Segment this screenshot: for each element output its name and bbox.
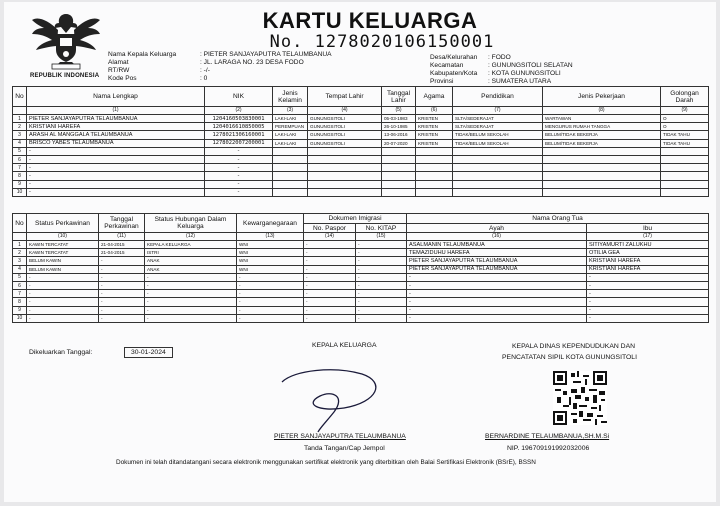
ayah-cell: -: [407, 314, 587, 322]
field-label: Provinsi: [430, 78, 454, 85]
pendidikan-cell: [453, 147, 543, 155]
row-no-cell: 8: [13, 298, 27, 306]
jenis-pekerjaan-cell: [543, 164, 661, 172]
col-tanggal-perkawinan: Tanggal Perkawinan: [99, 214, 145, 233]
field-row: [430, 54, 573, 62]
tanggal-perkawinan-cell: -: [99, 273, 145, 281]
status-perkawinan-cell: -: [27, 314, 99, 322]
field-value: : SUMATERA UTARA: [488, 78, 552, 85]
status-hubungan-cell: -: [145, 273, 237, 281]
jenis-pekerjaan-cell: BELUM/TIDAK BEKERJA: [543, 139, 661, 147]
status-perkawinan-cell: -: [27, 298, 99, 306]
row-no-cell: 3: [13, 131, 27, 139]
no-paspor-cell: -: [304, 298, 356, 306]
no-kitap-cell: -: [356, 306, 407, 314]
status-hubungan-cell: -: [145, 314, 237, 322]
tempat-lahir-cell: GUNUNGSITOLI: [308, 123, 382, 131]
status-hubungan-cell: -: [145, 281, 237, 289]
kewarganegaraan-cell: -: [237, 290, 304, 298]
no-paspor-cell: -: [304, 273, 356, 281]
col-number: (2): [205, 107, 273, 115]
kewarganegaraan-cell: WNI: [237, 241, 304, 249]
col-number-blank: [13, 233, 27, 241]
col-number: (17): [587, 233, 709, 241]
nama-lengkap-cell: -: [27, 172, 205, 180]
col-no-kitap: No. KITAP: [356, 224, 407, 233]
row-no-cell: 10: [13, 188, 27, 196]
table-row: [13, 265, 709, 273]
col-number: (12): [145, 233, 237, 241]
col-number: (3): [273, 107, 308, 115]
tanggal-perkawinan-cell: -: [99, 265, 145, 273]
row-no-cell: 1: [13, 241, 27, 249]
col-number: (4): [308, 107, 382, 115]
tanggal-lahir-cell: 05-03-1983: [382, 115, 416, 123]
col-number: (16): [407, 233, 587, 241]
status-perkawinan-cell: KAWIN TERCATAT: [27, 241, 99, 249]
nik-cell: -: [205, 180, 273, 188]
jenis-pekerjaan-cell: BELUM/TIDAK BEKERJA: [543, 131, 661, 139]
no-kitap-cell: -: [356, 265, 407, 273]
ayah-cell: PIETER SANJAYAPUTRA TELAUMBANUA: [407, 257, 587, 265]
nama-lengkap-cell: -: [27, 188, 205, 196]
kewarganegaraan-cell: WNI: [237, 257, 304, 265]
golongan-darah-cell: O: [661, 123, 709, 131]
family-status-table: [12, 213, 709, 323]
ibu-cell: OTILIA GEA: [587, 249, 709, 257]
col-nik: NIK: [205, 87, 273, 107]
tanggal-perkawinan-cell: -: [99, 298, 145, 306]
ayah-cell: -: [407, 273, 587, 281]
tanggal-perkawinan-cell: -: [99, 257, 145, 265]
field-row: [430, 62, 573, 70]
jenis-kelamin-cell: LAKI-LAKI: [273, 131, 308, 139]
tanggal-perkawinan-cell: 21-04-2015: [99, 249, 145, 257]
nama-lengkap-cell: -: [27, 155, 205, 163]
golongan-darah-cell: [661, 188, 709, 196]
nik-cell: -: [205, 147, 273, 155]
nama-lengkap-cell: -: [27, 147, 205, 155]
jenis-pekerjaan-cell: WARTAWAN: [543, 115, 661, 123]
row-no-cell: 4: [13, 265, 27, 273]
tanggal-lahir-cell: 20-07-2020: [382, 139, 416, 147]
tanggal-perkawinan-cell: 21-04-2015: [99, 241, 145, 249]
no-paspor-cell: -: [304, 281, 356, 289]
tempat-lahir-cell: [308, 147, 382, 155]
no-kitap-cell: -: [356, 249, 407, 257]
head-of-family-name: PIETER SANJAYAPUTRA TELAUMBANUA: [274, 433, 406, 440]
agama-cell: KRISTEN: [416, 139, 453, 147]
issued-date-value: 30-01-2024: [124, 347, 173, 358]
col-no: No: [13, 87, 27, 107]
household-info-left: [108, 51, 332, 83]
family-card-number: [222, 32, 542, 52]
nik-cell: -: [205, 155, 273, 163]
number-prefix: No.: [269, 32, 304, 52]
table-row: [13, 155, 709, 163]
table-row: [13, 290, 709, 298]
official-name: BERNARDINE TELAUMBANUA,SH.M.Si: [485, 433, 610, 440]
ayah-cell: -: [407, 290, 587, 298]
agama-cell: [416, 172, 453, 180]
pendidikan-cell: SLTA/SEDERAJAT: [453, 115, 543, 123]
col-number: (1): [27, 107, 205, 115]
row-no-cell: 10: [13, 314, 27, 322]
col-status-hubungan: Status Hubungan Dalam Keluarga: [145, 214, 237, 233]
no-kitap-cell: -: [356, 290, 407, 298]
pendidikan-cell: TIDAK/BELUM SEKOLAH: [453, 131, 543, 139]
col-ibu: Ibu: [587, 224, 709, 233]
jenis-kelamin-cell: [273, 147, 308, 155]
row-no-cell: 5: [13, 147, 27, 155]
golongan-darah-cell: TIDAK TAHU: [661, 139, 709, 147]
col-dokumen-imigrasi: Dokumen Imigrasi: [304, 214, 407, 224]
status-hubungan-cell: ANAK: [145, 257, 237, 265]
ibu-cell: -: [587, 290, 709, 298]
col-nama-orang-tua: Nama Orang Tua: [407, 214, 709, 224]
jenis-pekerjaan-cell: [543, 147, 661, 155]
official-nip: NIP. 196709191992032006: [507, 445, 590, 452]
office-title-line1: KEPALA DINAS KEPENDUDUKAN DAN: [512, 343, 636, 350]
no-paspor-cell: -: [304, 257, 356, 265]
row-no-cell: 7: [13, 164, 27, 172]
table-row: [13, 306, 709, 314]
table-row: [13, 115, 709, 123]
table-row: [13, 147, 709, 155]
row-no-cell: 6: [13, 155, 27, 163]
tempat-lahir-cell: GUNUNGSITOLI: [308, 131, 382, 139]
nik-cell: 1204160503830001: [205, 115, 273, 123]
garuda-emblem-icon: [30, 10, 102, 72]
golongan-darah-cell: [661, 155, 709, 163]
no-paspor-cell: -: [304, 306, 356, 314]
table-row: [13, 298, 709, 306]
kewarganegaraan-cell: -: [237, 281, 304, 289]
golongan-darah-cell: O: [661, 115, 709, 123]
pendidikan-cell: SLTA/SEDERAJAT: [453, 123, 543, 131]
nama-lengkap-cell: KRISTIANI HAREFA: [27, 123, 205, 131]
no-kitap-cell: -: [356, 314, 407, 322]
field-label: RT/RW: [108, 67, 130, 74]
golongan-darah-cell: [661, 147, 709, 155]
col-agama: Agama: [416, 87, 453, 107]
table-row: [13, 123, 709, 131]
jenis-pekerjaan-cell: [543, 188, 661, 196]
electronic-signature-notice: Dokumen ini telah ditandatangani secara elektronik menggunakan sertifikat elektronik yang diterbitkan oleh Balai Sertifikasi Elektronik (BSrE), BSSN: [116, 459, 536, 466]
family-card-document: [4, 2, 716, 502]
field-row: [430, 70, 573, 78]
table-row: [13, 139, 709, 147]
col-no: No: [13, 214, 27, 233]
tempat-lahir-cell: [308, 180, 382, 188]
status-perkawinan-cell: -: [27, 306, 99, 314]
field-label: Alamat: [108, 59, 129, 66]
tanggal-perkawinan-cell: -: [99, 314, 145, 322]
nik-cell: 1204016610850005: [205, 123, 273, 131]
col-pendidikan: Pendidikan: [453, 87, 543, 107]
signature-caption: Tanda Tangan/Cap Jempol: [304, 445, 385, 452]
ayah-cell: -: [407, 306, 587, 314]
tanggal-lahir-cell: 26-10-1985: [382, 123, 416, 131]
kewarganegaraan-cell: WNI: [237, 249, 304, 257]
nik-cell: 1278021306160001: [205, 131, 273, 139]
field-row: [108, 67, 332, 75]
ibu-cell: -: [587, 306, 709, 314]
no-kitap-cell: -: [356, 273, 407, 281]
no-kitap-cell: -: [356, 298, 407, 306]
nama-lengkap-cell: -: [27, 180, 205, 188]
tanggal-lahir-cell: [382, 180, 416, 188]
table-row: [13, 257, 709, 265]
status-hubungan-cell: ANAK: [145, 265, 237, 273]
jenis-pekerjaan-cell: MENGURUS RUMAH TANGGA: [543, 123, 661, 131]
ibu-cell: -: [587, 273, 709, 281]
status-hubungan-cell: -: [145, 298, 237, 306]
ayah-cell: -: [407, 281, 587, 289]
golongan-darah-cell: [661, 164, 709, 172]
handwritten-signature: [274, 364, 394, 434]
number-value: 1278020106150001: [314, 32, 495, 52]
col-number: (6): [416, 107, 453, 115]
tanggal-lahir-cell: 13-06-2016: [382, 131, 416, 139]
jenis-kelamin-cell: [273, 164, 308, 172]
nik-cell: 1278022007200001: [205, 139, 273, 147]
row-no-cell: 7: [13, 290, 27, 298]
nik-cell: -: [205, 164, 273, 172]
table-row: [13, 131, 709, 139]
col-number: (7): [453, 107, 543, 115]
tanggal-lahir-cell: [382, 188, 416, 196]
field-value: : JL. LARAGA NO. 23 DESA FODO: [200, 59, 304, 66]
ibu-cell: -: [587, 314, 709, 322]
ayah-cell: ASALMANIN TELAUMBANUA: [407, 241, 587, 249]
row-no-cell: 1: [13, 115, 27, 123]
jenis-kelamin-cell: PEREMPUAN: [273, 123, 308, 131]
tanggal-lahir-cell: [382, 147, 416, 155]
field-row: [108, 51, 332, 59]
ibu-cell: KRISTIANI HAREFA: [587, 265, 709, 273]
col-no-paspor: No. Paspor: [304, 224, 356, 233]
agama-cell: [416, 180, 453, 188]
kewarganegaraan-cell: WNI: [237, 265, 304, 273]
tanggal-perkawinan-cell: -: [99, 306, 145, 314]
field-row: [108, 75, 332, 83]
row-no-cell: 5: [13, 273, 27, 281]
nama-lengkap-cell: ARASH AL MANGGALA TELAUMBANUA: [27, 131, 205, 139]
field-value: : KOTA GUNUNGSITOLI: [488, 70, 561, 77]
tanggal-lahir-cell: [382, 172, 416, 180]
jenis-kelamin-cell: [273, 188, 308, 196]
field-value: : FODO: [488, 54, 511, 61]
agama-cell: [416, 164, 453, 172]
col-number: (11): [99, 233, 145, 241]
jenis-kelamin-cell: [273, 180, 308, 188]
no-kitap-cell: -: [356, 257, 407, 265]
status-perkawinan-cell: BELUM KAWIN: [27, 257, 99, 265]
status-perkawinan-cell: -: [27, 273, 99, 281]
row-no-cell: 2: [13, 123, 27, 131]
col-status-perkawinan: Status Perkawinan: [27, 214, 99, 233]
qr-code-icon: [553, 371, 607, 425]
ibu-cell: SITIYAMURTI ZALUKHU: [587, 241, 709, 249]
household-info-right: [430, 54, 573, 86]
field-label: Kabupaten/Kota: [430, 70, 478, 77]
table-row: [13, 180, 709, 188]
kewarganegaraan-cell: -: [237, 314, 304, 322]
golongan-darah-cell: TIDAK TAHU: [661, 131, 709, 139]
agama-cell: [416, 147, 453, 155]
col-number: (14): [304, 233, 356, 241]
jenis-pekerjaan-cell: [543, 155, 661, 163]
jenis-kelamin-cell: [273, 172, 308, 180]
no-paspor-cell: -: [304, 290, 356, 298]
golongan-darah-cell: [661, 172, 709, 180]
tanggal-lahir-cell: [382, 164, 416, 172]
no-paspor-cell: -: [304, 249, 356, 257]
pendidikan-cell: [453, 180, 543, 188]
nama-lengkap-cell: -: [27, 164, 205, 172]
field-label: Kecamatan: [430, 62, 464, 69]
field-value: : PIETER SANJAYAPUTRA TELAUMBANUA: [200, 51, 332, 58]
row-no-cell: 9: [13, 306, 27, 314]
table-row: [13, 241, 709, 249]
jenis-kelamin-cell: LAKI-LAKI: [273, 139, 308, 147]
field-value: : GUNUNGSITOLI SELATAN: [488, 62, 573, 69]
agama-cell: [416, 155, 453, 163]
ayah-cell: PIETER SANJAYAPUTRA TELAUMBANUA: [407, 265, 587, 273]
tempat-lahir-cell: GUNUNGSITOLI: [308, 139, 382, 147]
field-label: Kode Pos: [108, 75, 137, 82]
kewarganegaraan-cell: -: [237, 273, 304, 281]
jenis-pekerjaan-cell: [543, 180, 661, 188]
col-number: (15): [356, 233, 407, 241]
row-no-cell: 6: [13, 281, 27, 289]
agama-cell: [416, 188, 453, 196]
page-title: KARTU KELUARGA: [262, 8, 478, 33]
col-kewarganegaraan: Kewarganegaraan: [237, 214, 304, 233]
pendidikan-cell: [453, 164, 543, 172]
no-kitap-cell: -: [356, 241, 407, 249]
nik-cell: -: [205, 188, 273, 196]
issued-date-label: Dikeluarkan Tanggal:: [29, 349, 93, 356]
ayah-cell: TEMAZIDUHU HAREFA: [407, 249, 587, 257]
status-perkawinan-cell: KAWIN TERCATAT: [27, 249, 99, 257]
row-no-cell: 8: [13, 172, 27, 180]
kewarganegaraan-cell: -: [237, 298, 304, 306]
field-value: : -/-: [200, 67, 210, 74]
row-no-cell: 2: [13, 249, 27, 257]
pendidikan-cell: [453, 188, 543, 196]
jenis-kelamin-cell: LAKI-LAKI: [273, 115, 308, 123]
jenis-kelamin-cell: [273, 155, 308, 163]
row-no-cell: 3: [13, 257, 27, 265]
tanggal-perkawinan-cell: -: [99, 281, 145, 289]
tempat-lahir-cell: [308, 172, 382, 180]
field-row: [430, 78, 573, 86]
no-paspor-cell: -: [304, 241, 356, 249]
ibu-cell: -: [587, 281, 709, 289]
status-perkawinan-cell: BELUM KAWIN: [27, 265, 99, 273]
agama-cell: KRISTEN: [416, 115, 453, 123]
ayah-cell: -: [407, 298, 587, 306]
row-no-cell: 9: [13, 180, 27, 188]
field-row: [108, 59, 332, 67]
col-number: (10): [27, 233, 99, 241]
head-of-family-label: KEPALA KELUARGA: [312, 342, 377, 349]
status-perkawinan-cell: -: [27, 290, 99, 298]
no-paspor-cell: -: [304, 265, 356, 273]
nama-lengkap-cell: BRISCO YABES TELAUMBANUA: [27, 139, 205, 147]
col-nama-lengkap: Nama Lengkap: [27, 87, 205, 107]
col-number: (9): [661, 107, 709, 115]
ibu-cell: -: [587, 298, 709, 306]
status-hubungan-cell: -: [145, 306, 237, 314]
tempat-lahir-cell: [308, 155, 382, 163]
status-hubungan-cell: KEPALA KELUARGA: [145, 241, 237, 249]
col-number: (5): [382, 107, 416, 115]
jenis-pekerjaan-cell: [543, 172, 661, 180]
tanggal-lahir-cell: [382, 155, 416, 163]
field-label: Nama Kepala Keluarga: [108, 51, 177, 58]
table-row: [13, 281, 709, 289]
agama-cell: KRISTEN: [416, 123, 453, 131]
agama-cell: KRISTEN: [416, 131, 453, 139]
col-tanggal-lahir: Tanggal Lahir: [382, 87, 416, 107]
nik-cell: -: [205, 172, 273, 180]
status-perkawinan-cell: -: [27, 281, 99, 289]
col-jenis-kelamin: Jenis Kelamin: [273, 87, 308, 107]
table-row: [13, 188, 709, 196]
no-kitap-cell: -: [356, 281, 407, 289]
table-row: [13, 314, 709, 322]
col-number: (13): [237, 233, 304, 241]
country-label: REPUBLIK INDONESIA: [30, 73, 100, 79]
table-row: [13, 172, 709, 180]
col-jenis-pekerjaan: Jenis Pekerjaan: [543, 87, 661, 107]
col-number-blank: [13, 107, 27, 115]
col-ayah: Ayah: [407, 224, 587, 233]
tempat-lahir-cell: [308, 164, 382, 172]
status-hubungan-cell: ISTRI: [145, 249, 237, 257]
col-number: (8): [543, 107, 661, 115]
pendidikan-cell: [453, 155, 543, 163]
col-golongan-darah: Golongan Darah: [661, 87, 709, 107]
table-row: [13, 273, 709, 281]
field-label: Desa/Kelurahan: [430, 54, 478, 61]
tempat-lahir-cell: GUNUNGSITOLI: [308, 115, 382, 123]
pendidikan-cell: TIDAK/BELUM SEKOLAH: [453, 139, 543, 147]
status-hubungan-cell: -: [145, 290, 237, 298]
kewarganegaraan-cell: -: [237, 306, 304, 314]
ibu-cell: KRISTIANI HAREFA: [587, 257, 709, 265]
field-value: : 0: [200, 75, 208, 82]
pendidikan-cell: [453, 172, 543, 180]
golongan-darah-cell: [661, 180, 709, 188]
tanggal-perkawinan-cell: -: [99, 290, 145, 298]
family-members-table: [12, 86, 709, 197]
no-paspor-cell: -: [304, 314, 356, 322]
table-row: [13, 164, 709, 172]
table-row: [13, 249, 709, 257]
nama-lengkap-cell: PIETER SANJAYAPUTRA TELAUMBANUA: [27, 115, 205, 123]
row-no-cell: 4: [13, 139, 27, 147]
tempat-lahir-cell: [308, 188, 382, 196]
office-title-line2: PENCATATAN SIPIL KOTA GUNUNGSITOLI: [502, 354, 637, 361]
col-tempat-lahir: Tempat Lahir: [308, 87, 382, 107]
